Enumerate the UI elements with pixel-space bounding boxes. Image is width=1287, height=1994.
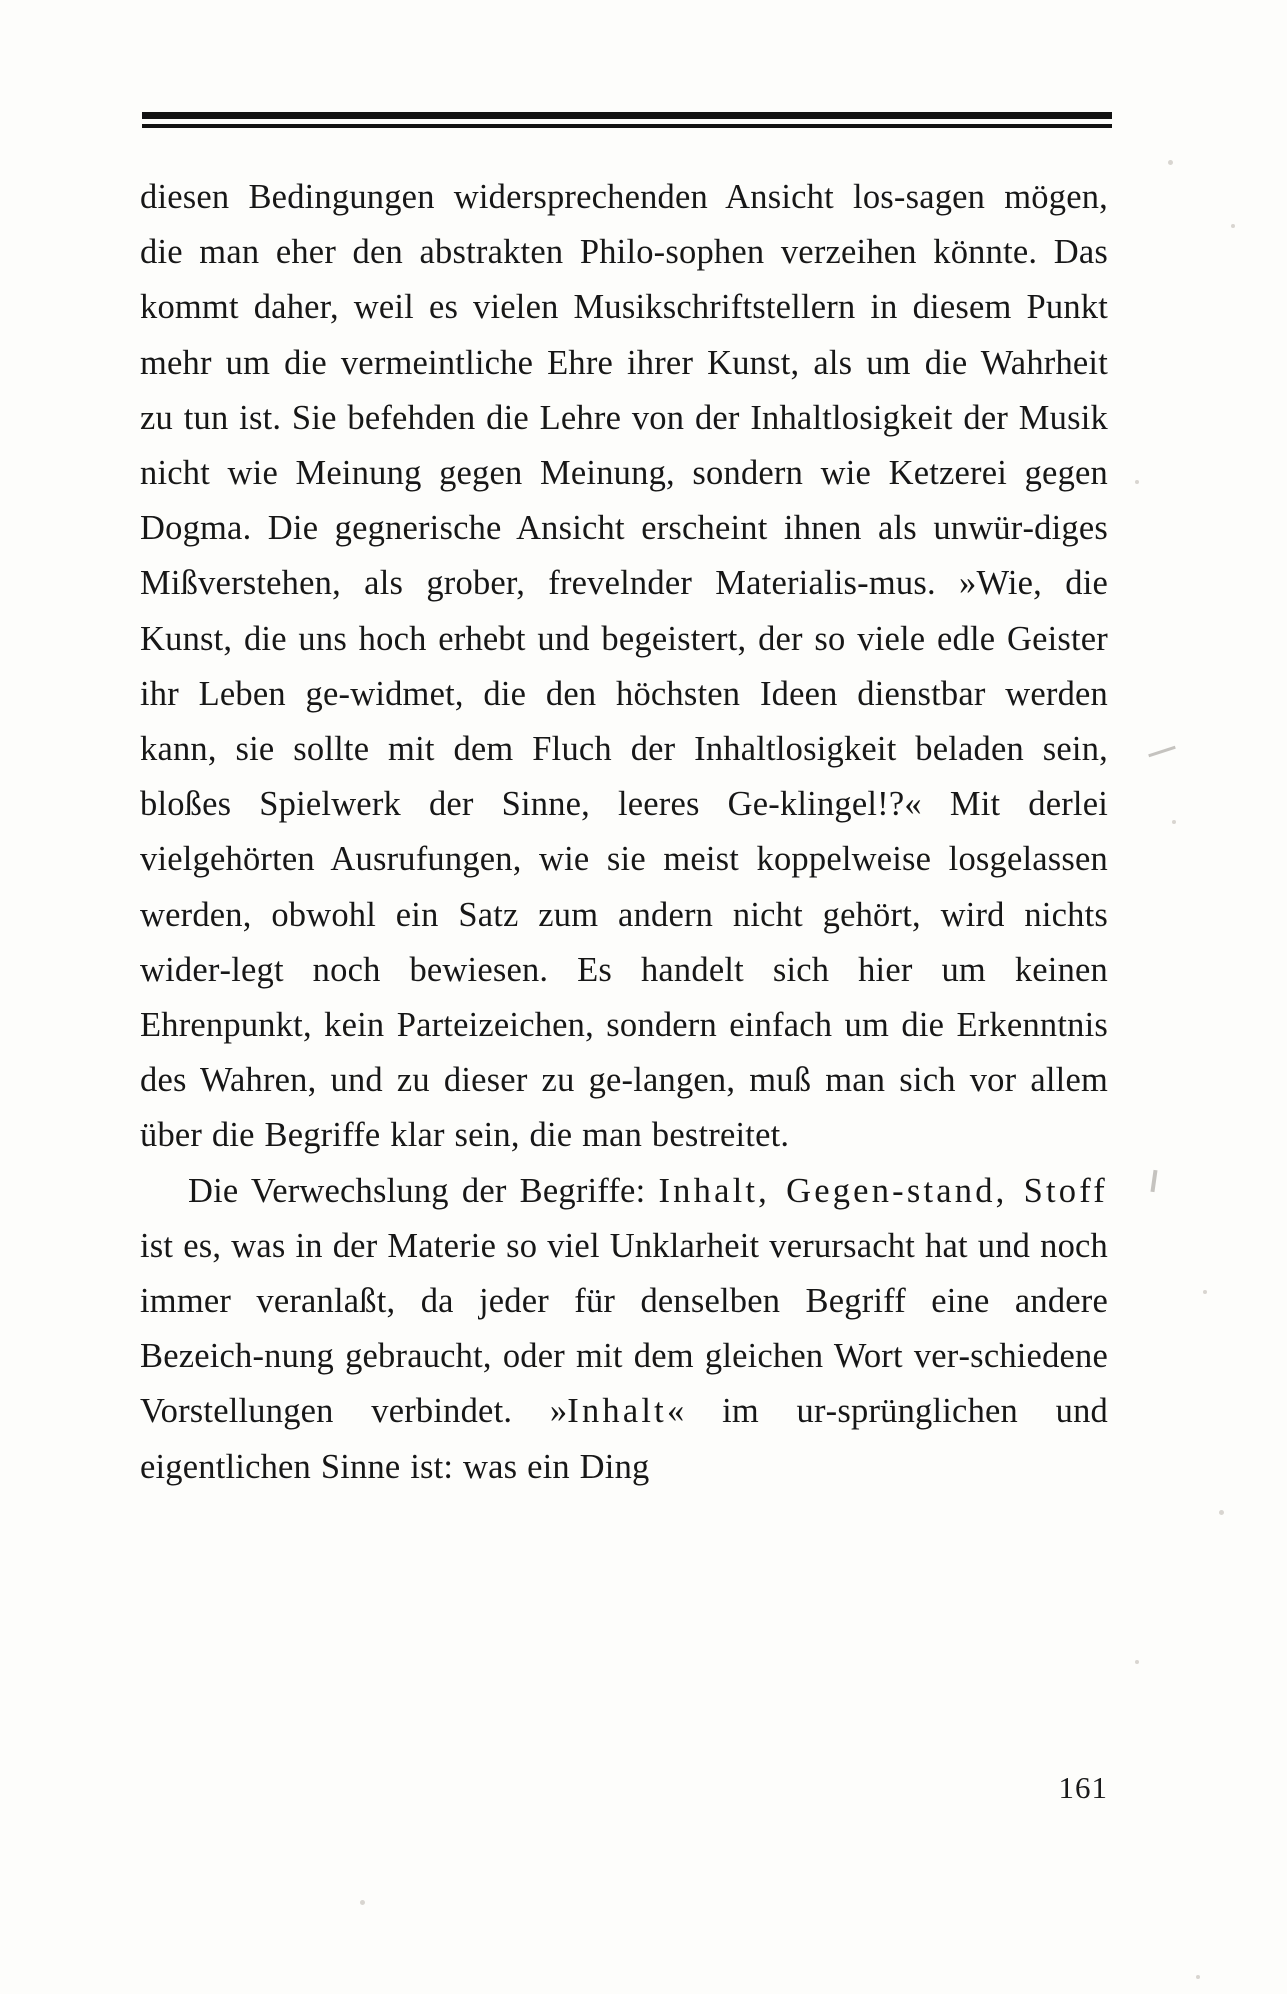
scan-speck <box>1231 224 1235 228</box>
scan-speck <box>360 1900 365 1905</box>
scan-speck <box>1135 1660 1139 1664</box>
scan-speck <box>1168 160 1173 165</box>
scan-mark <box>1150 1170 1157 1192</box>
scan-speck <box>1203 1290 1207 1294</box>
body-text <box>140 170 1108 1495</box>
paragraph-2-lead: Die Verwechslung der Begriffe: <box>188 1171 659 1210</box>
scan-speck <box>1172 820 1176 824</box>
header-rule-thin <box>142 124 1112 128</box>
scan-mark <box>1148 746 1176 758</box>
header-rule <box>142 112 1112 128</box>
paragraph-2-rest: ist es, was in der Materie so viel Unklarheit verursacht hat und noch immer veranlaßt, da jeder für denselben Begriff eine andere Bezeich‑nung gebraucht, oder mit dem gleichen Wort ver‑schiedene Vorstellungen verbindet. » <box>140 1226 1108 1431</box>
scan-speck <box>1135 480 1139 484</box>
paragraph-1: diesen Bedingungen widersprechenden Ansicht los‑sagen mögen, die man eher den abstrakten Philo‑sophen verzeihen könnte. Das kommt daher, weil es vielen Musikschriftstellern in diesem Punkt mehr um die vermeintliche Ehre ihrer Kunst, als um die Wahrheit zu tun ist. Sie befehden die Lehre von der Inhaltlosigkeit der Musik nicht wie Meinung gegen Meinung, sondern wie Ketzerei gegen Dogma. Die gegnerische Ansicht erscheint ihnen als unwür‑diges Mißverstehen, als grober, frevelnder Materialis‑mus. »Wie, die Kunst, die uns hoch erhebt und begeistert, der so viele edle Geister ihr Leben ge‑widmet, die den höchsten Ideen dienstbar werden kann, sie sollte mit dem Fluch der Inhaltlosigkeit beladen sein, bloßes Spielwerk der Sinne, leeres Ge‑klingel!?« Mit derlei vielgehörten Ausrufungen, wie sie meist koppelweise losgelassen werden, obwohl ein Satz zum andern nicht gehört, wird nichts wider‑legt noch bewiesen. Es handelt sich hier um keinen Ehrenpunkt, kein Parteizeichen, sondern einfach um die Erkenntnis des Wahren, und zu dieser zu ge‑langen, muß man sich vor allem über die Begriffe klar sein, die man bestreitet. <box>140 178 1108 1155</box>
paragraph-2 <box>140 1164 1108 1495</box>
paragraph-2-tail: « im ur‑sprünglichen und eigentlichen Sinne ist: was ein Ding <box>140 1392 1108 1486</box>
scan-speck <box>1219 1510 1224 1515</box>
scan-speck <box>1196 1975 1200 1979</box>
header-rule-thick <box>142 112 1112 119</box>
paragraph-2-emphasis-one: Inhalt, Gegen‑stand, Stoff <box>658 1171 1108 1210</box>
paragraph-2-emphasis-two: Inhalt <box>567 1392 667 1431</box>
page-number: 161 <box>1058 1770 1108 1805</box>
page-content <box>140 112 1140 1495</box>
